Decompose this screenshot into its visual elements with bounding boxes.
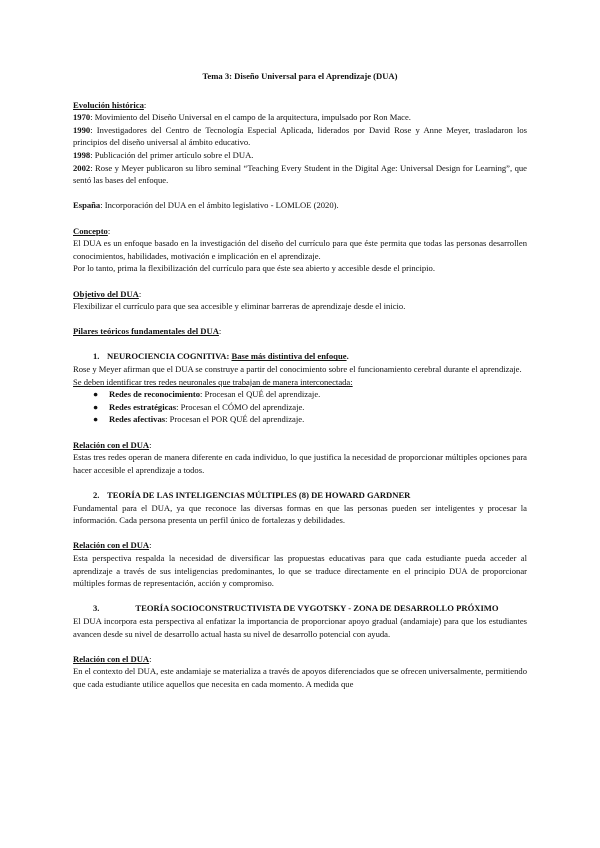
relacion-heading-2: Relación con el DUA	[73, 540, 150, 551]
pilar-1-heading: 1. NEUROCIENCIA COGNITIVA: Base más distintiva del enfoque.	[93, 351, 349, 362]
relacion-heading-3: Relación con el DUA	[73, 653, 150, 664]
relacion-text-2: Esta perspectiva respalda la necesidad de diversificar las propuestas educativas para que cada estudiante pueda acceder al aprendizaje a través de sus inteligencias predominantes, lo que se traduce directamente en el principio DUA de proporcionar múltiples formas de representación, acción y compromiso.	[73, 552, 527, 589]
section-heading-pilares: Pilares teóricos fundamentales del DUA	[73, 326, 219, 337]
pilar-2-heading: 2. TEORÍA DE LAS INTELIGENCIAS MÚLTIPLES (8) DE HOWARD GARDNER	[93, 490, 411, 500]
list-item: ● Redes de reconocimiento: Procesan el QUÉ del aprendizaje.	[93, 389, 321, 400]
section-heading-objetivo: Objetivo del DUA	[73, 288, 139, 299]
evolucion-list	[73, 111, 527, 187]
espana-line: España: Incorporación del DUA en el ámbito legislativo - LOMLOE (2020).	[73, 200, 339, 211]
list-item: ● Redes estratégicas: Procesan el CÓMO del aprendizaje.	[93, 401, 305, 412]
page-title: Tema 3: Diseño Universal para el Aprendizaje (DUA)	[202, 71, 398, 81]
relacion-text-1: Estas tres redes operan de manera diferente en cada individuo, lo que justifica la necesidad de proporcionar múltiples opciones para hacer accesible el aprendizaje a todos.	[73, 452, 527, 475]
document-page: Tema 3: Diseño Universal para el Aprendizaje (DUA) Evolución histórica: 1970: Movimiento del Diseño Universal en el campo de la arquitectura, impulsado por Ron Mace. 1990: Investigadores del Centro de Tecnología Especial Aplicada, liderados por David Rose y Anne Meyer, trasladaron los principios del diseño universal al ámbito educativo. 1998: Publicación del primer artículo sobre el DUA. 2002: Rose y Meyer publicaron su libro seminal “Teaching Every Student in the Digital Age: Universal Design for Learning”, que sentó las bases del enfoque. España: Incorporación del DUA en el ámbito legislativo - LOMLOE (2020). Concepto: El DUA es un enfoque basado en la investigación del diseño del currículo para que éste permita que todas las personas desarrollen conocimientos, habilidades, motivación e implicación en el aprendizaje. Por lo tanto, prima la flexibilización del currículo para que éste sea abierto y accesible desde el principio. Objetivo del DUA: Flexibilizar el currículo para que sea accesible y eliminar barreras de aprendizaje desde el inicio. Pilares teóricos fundamentales del DUA: 1. NEUROCIENCIA COGNITIVA: Base más distintiva del enfoque. Rose y Meyer afirman que el DUA se construye a partir del conocimiento sobre el funcionamiento cerebral durante el aprendizaje. Se deben identificar tres redes neuronales que trabajan de manera interconectada: ● Redes de reconocimiento: Procesan el QUÉ del aprendizaje. ● Redes estratégicas: Procesan el CÓMO del aprendizaje. ● Redes afectivas: Procesan el POR QUÉ del aprendizaje. Relación con el DUA: Estas tres redes operan de manera diferente en cada individuo, lo que justifica la necesidad de proporcionar múltiples opciones para hacer accesible el aprendizaje a todos. 2. TEORÍA DE LAS INTELIGENCIAS MÚLTIPLES (8) DE HOWARD GARDNER Fundamental para el DUA, ya que reconoce las diversas formas en que las personas pueden ser inteligentes y procesar la información. Cada persona presenta un perfil único de fortalezas y debilidades. Relación con el DUA: Esta perspectiva respalda la necesidad de diversificar las propuestas educativas para que cada estudiante pueda acceder al aprendizaje a través de sus inteligencias predominantes, lo que se traduce directamente en el principio DUA de proporcionar múltiples formas de representación, acción y compromiso. 3. TEORÍA SOCIOCONSTRUCTIVISTA DE VYGOTSKY - ZONA DE DESARROLLO PRÓXIMO El DUA incorpora esta perspectiva al enfatizar la importancia de proporcionar apoyo gradual (andamiaje) para que los estudiantes avancen desde su nivel de desarrollo actual hasta su nivel de desarrollo potencial con ayuda. Relación con el DUA: En el contexto del DUA, este andamiaje se materializa a través de apoyos diferenciados que se ofrecen universalmente, permitiendo que cada estudiante utilice aquellos que necesita en cada momento. A medida que	[73, 71, 527, 689]
section-heading-concepto: Concepto	[73, 225, 108, 236]
evolucion-item: 2002: Rose y Meyer publicaron su libro seminal “Teaching Every Student in the Digital Age: Universal Design for Learning”, que sentó las bases del enfoque.	[73, 162, 527, 186]
objetivo-paragraph: Flexibilizar el currículo para que sea accesible y eliminar barreras de aprendizaje desde el inicio.	[73, 301, 406, 312]
pilar-3-heading: 3. TEORÍA SOCIOCONSTRUCTIVISTA DE VYGOTSKY - ZONA DE DESARROLLO PRÓXIMO	[93, 603, 499, 614]
concepto-paragraph: El DUA es un enfoque basado en la investigación del diseño del currículo para que éste permita que todas las personas desarrollen conocimientos, habilidades, motivación e implicación en el aprendizaje.	[73, 238, 527, 261]
pilar-1-text: Rose y Meyer afirman que el DUA se construye a partir del conocimiento sobre el funcionamiento cerebral durante el aprendizaje.	[73, 364, 522, 375]
list-item: ● Redes afectivas: Procesan el POR QUÉ del aprendizaje.	[93, 414, 305, 425]
redes-list	[73, 388, 527, 426]
relacion-text-3: En el contexto del DUA, este andamiaje se materializa a través de apoyos diferenciados que se ofrecen universalmente, permitiendo que cada estudiante utilice aquellos que necesita en cada momento. A medida que	[73, 666, 527, 689]
pilar-2-text: Fundamental para el DUA, ya que reconoce las diversas formas en que las personas pueden ser inteligentes y procesar la información. Cada persona presenta un perfil único de fortalezas y debilidades.	[73, 502, 527, 526]
pilar-3-text: El DUA incorpora esta perspectiva al enfatizar la importancia de proporcionar apoyo gradual (andamiaje) para que los estudiantes avancen desde su nivel de desarrollo actual hasta su nivel de desarrollo potencial con ayuda.	[73, 615, 527, 639]
evolucion-item: 1990: Investigadores del Centro de Tecnología Especial Aplicada, liderados por David Rose y Anne Meyer, trasladaron los principios del diseño universal al ámbito educativo.	[73, 124, 527, 148]
pilar-1-underline: Se deben identificar tres redes neuronales que trabajan de manera interconectada:	[73, 376, 353, 387]
relacion-heading-1: Relación con el DUA	[73, 439, 150, 450]
evolucion-item: 1970: Movimiento del Diseño Universal en el campo de la arquitectura, impulsado por Ron Mace.	[73, 112, 411, 123]
concepto-paragraph-2: Por lo tanto, prima la flexibilización del currículo para que éste sea abierto y accesible desde el principio.	[73, 263, 435, 274]
section-heading-evolucion: Evolución histórica	[73, 99, 144, 110]
evolucion-item: 1998: Publicación del primer artículo sobre el DUA.	[73, 149, 254, 160]
